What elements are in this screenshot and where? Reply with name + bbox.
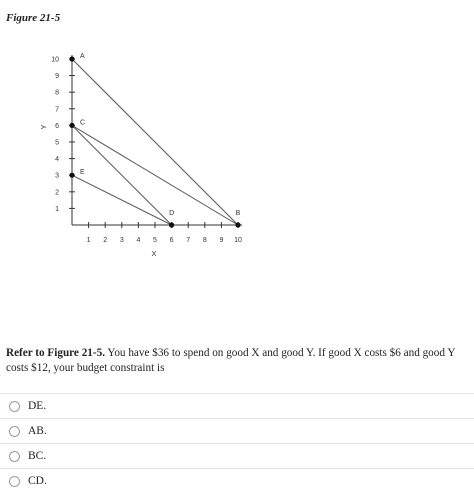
- point-a: [69, 56, 74, 61]
- y-tick-label: 9: [55, 73, 59, 81]
- y-tick-label: 3: [55, 172, 59, 180]
- point-label-c: C: [80, 119, 86, 127]
- point-c: [69, 123, 74, 128]
- x-tick-label: 4: [136, 237, 141, 244]
- chart-axes: [39, 55, 242, 258]
- x-tick-label: 3: [119, 237, 124, 244]
- answer-label: DE.: [28, 400, 47, 412]
- x-tick-label: 9: [219, 237, 224, 244]
- answer-option-de[interactable]: [0, 393, 474, 418]
- answer-label: BC.: [28, 450, 47, 462]
- x-tick-label: 6: [169, 237, 174, 244]
- question-reference: Refer to Figure 21-5.: [6, 347, 105, 359]
- y-tick-label: 4: [55, 156, 59, 164]
- question-body: You have $36 to spend on good X and good Y. If good X costs $6 and good Y costs $12, your budget constraint is: [6, 347, 456, 374]
- x-tick-label: 7: [186, 237, 191, 244]
- answer-option-ab[interactable]: [0, 418, 474, 443]
- answer-label: AB.: [28, 425, 47, 437]
- budget-line-cb: [72, 125, 238, 225]
- point-e: [69, 173, 74, 178]
- point-b: [235, 222, 240, 227]
- budget-line-ed: [72, 175, 175, 225]
- y-tick-label: 1: [55, 205, 59, 213]
- radio-button-icon[interactable]: [9, 401, 20, 412]
- point-d: [169, 222, 174, 227]
- radio-button-icon[interactable]: [9, 426, 20, 437]
- x-tick-label: 8: [202, 237, 207, 244]
- point-label-b: B: [235, 210, 241, 217]
- answer-list: [0, 393, 474, 493]
- y-tick-label: 10: [51, 56, 59, 64]
- x-tick-label: 1: [86, 237, 91, 244]
- y-tick-label: 6: [55, 122, 59, 130]
- x-axis-title: X: [151, 249, 157, 258]
- radio-button-icon[interactable]: [9, 476, 20, 487]
- x-tick-label: 5: [153, 237, 157, 244]
- budget-line-ab: [72, 59, 238, 225]
- figure-title: Figure 21-5: [6, 12, 61, 24]
- y-axis-title: Y: [39, 124, 48, 130]
- y-tick-label: 8: [55, 89, 59, 97]
- answer-option-cd[interactable]: [0, 468, 474, 493]
- y-tick-label: 2: [55, 189, 59, 197]
- radio-button-icon[interactable]: [9, 451, 20, 462]
- y-tick-label: 7: [55, 106, 59, 114]
- x-tick-label: 10: [234, 237, 242, 244]
- question-text: [6, 346, 468, 376]
- chart-lines: [72, 59, 238, 225]
- answer-option-bc[interactable]: [0, 443, 474, 468]
- point-label-d: D: [169, 210, 175, 217]
- point-label-a: A: [80, 53, 85, 60]
- y-tick-label: 5: [55, 139, 59, 147]
- x-tick-label: 2: [103, 237, 108, 244]
- point-label-e: E: [80, 169, 85, 177]
- answer-label: CD.: [28, 475, 47, 487]
- budget-line-cd: [72, 125, 175, 225]
